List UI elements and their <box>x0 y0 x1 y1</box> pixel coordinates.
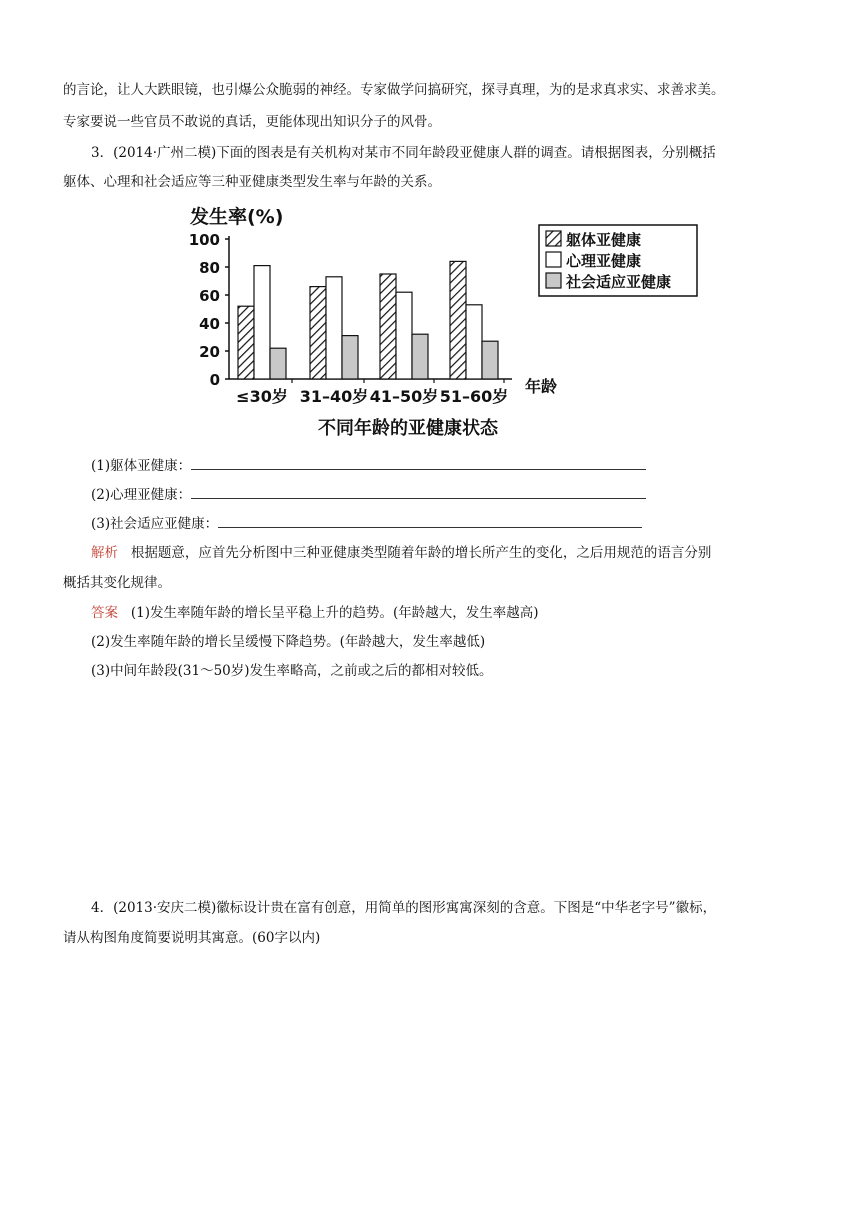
x-tick-label: 51–60岁 <box>439 387 509 406</box>
question-3-stem-cont: 躯体、心理和社会适应等三种亚健康类型发生率与年龄的关系。 <box>63 174 441 190</box>
bar <box>396 292 412 379</box>
y-tick-label: 0 <box>209 371 220 389</box>
analysis-cont: 概括其变化规律。 <box>63 575 171 591</box>
bar <box>254 266 270 379</box>
analysis-text: 根据题意，应首先分析图中三种亚健康类型随着年龄的增长所产生的变化，之后用规范的语言分别 <box>130 545 712 561</box>
bar <box>450 261 466 379</box>
blank-1 <box>91 455 646 476</box>
bar <box>310 287 326 379</box>
x-tick-label: ≤30岁 <box>236 387 288 406</box>
bar <box>238 306 254 379</box>
blank-1-label: (1)躯体亚健康： <box>91 458 192 474</box>
question-4-stem: 4．(2013·安庆二模)徽标设计贵在富有创意，用简单的图形寓寓深刻的含意。下图是“中华老字号”徽标， <box>91 900 717 916</box>
question-3-stem: 3．(2014·广州二模)下面的图表是有关机构对某市不同年龄段亚健康人群的调查。请根据图表，分别概括 <box>91 145 716 161</box>
y-tick-label: 60 <box>199 287 220 305</box>
legend-swatch <box>546 231 561 246</box>
chart-title: 不同年龄的亚健康状态 <box>318 418 498 439</box>
blank-2-line[interactable] <box>191 484 646 499</box>
intro-line-1: 的言论，让人大跌眼镜，也引爆公众脆弱的神经。专家做学问搞研究，探寻真理，为的是求真求实、求善求美。 <box>63 82 725 98</box>
bar <box>482 341 498 379</box>
legend-label: 心理亚健康 <box>566 252 642 270</box>
y-tick-label: 40 <box>199 315 220 333</box>
y-tick-label: 80 <box>199 259 220 277</box>
bar <box>466 305 482 379</box>
legend-label: 躯体亚健康 <box>566 231 642 249</box>
x-tick-label: 31–40岁 <box>299 387 369 406</box>
sub-health-bar-chart <box>180 196 710 446</box>
x-tick-label: 41–50岁 <box>369 387 439 406</box>
answer-2: (2)发生率随年龄的增长呈缓慢下降趋势。(年龄越大，发生率越低) <box>91 634 486 650</box>
intro-line-2: 专家要说一些官员不敢说的真话，更能体现出知识分子的风骨。 <box>63 114 441 130</box>
bar <box>412 334 428 379</box>
blank-2-label: (2)心理亚健康： <box>91 487 192 503</box>
question-4-stem-cont: 请从构图角度简要说明其寓意。(60字以内) <box>63 930 321 946</box>
bar <box>342 336 358 379</box>
blank-2 <box>91 484 646 505</box>
legend-label: 社会适应亚健康 <box>566 273 672 291</box>
analysis <box>91 543 711 563</box>
y-tick-label: 20 <box>199 343 220 361</box>
answer-1: (1)发生率随年龄的增长呈平稳上升的趋势。(年龄越大，发生率越高) <box>130 605 539 621</box>
answer-label: 答案 <box>91 605 118 621</box>
legend-swatch <box>546 252 561 267</box>
y-tick-label: 100 <box>188 231 220 249</box>
blank-3-line[interactable] <box>218 513 642 528</box>
bar <box>326 277 342 379</box>
chart-ylabel: 发生率(%) <box>190 206 284 228</box>
blank-3-label: (3)社会适应亚健康： <box>91 516 219 532</box>
chart-xlabel: 年龄 <box>525 377 558 396</box>
blank-1-line[interactable] <box>191 455 646 470</box>
bar <box>270 348 286 379</box>
answer-3: (3)中间年龄段(31～50岁)发生率略高，之前或之后的都相对较低。 <box>91 663 493 679</box>
analysis-label: 解析 <box>91 545 118 561</box>
chart-legend <box>539 225 697 296</box>
legend-swatch <box>546 273 561 288</box>
answer <box>91 603 539 623</box>
blank-3 <box>91 513 642 534</box>
bar <box>380 274 396 379</box>
